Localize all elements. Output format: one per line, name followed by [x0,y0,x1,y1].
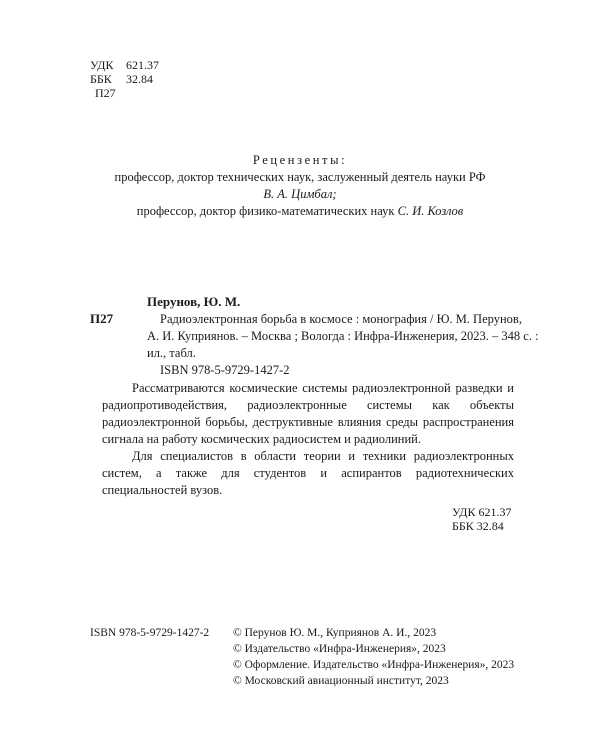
reviewer2-name: С. И. Козлов [397,204,464,218]
udk-label: УДК [90,58,114,72]
copyright-line: © Московский авиационный институт, 2023 [233,675,449,687]
bottom-udk: УДК 621.37 [452,505,512,519]
catalog-author: Перунов, Ю. М. [147,294,241,309]
catalog-line2: А. И. Куприянов. – Москва ; Вологда : Инфра-Инженерия, 2023. – 348 с. : [147,329,539,343]
footer-isbn: ISBN 978-5-9729-1427-2 [90,627,210,639]
copyright-line: © Оформление. Издательство «Инфра-Инженерия», 2023 [233,659,515,671]
author-sign-row [90,86,159,100]
bbk-label: ББК [90,72,112,86]
abstract-paragraph-1: Рассматриваются космические системы радиоэлектронной разведки и радиопротиводействия, радиоэлектронные системы как объекты радиоэлектронной борьбы, деструктивные влияния среды распространения сигнала на работу космических радиосистем и радиолиний. [102,381,514,446]
reviewer1-credentials: профессор, доктор технических наук, заслуженный деятель науки РФ [114,170,486,184]
reviewers-block [0,152,600,220]
author-sign: П27 [95,86,116,100]
bottom-bbk: ББК 32.84 [452,519,504,533]
catalog-code: П27 [90,311,114,326]
udk-value: 621.37 [126,58,159,72]
copyright-list [233,625,514,689]
catalog-isbn: ISBN 978-5-9729-1427-2 [160,363,290,377]
udk-row [90,58,159,72]
bbk-row [90,72,159,86]
copyright-line: © Издательство «Инфра-Инженерия», 2023 [233,643,446,655]
abstract-block [102,380,514,499]
reviewer1-name: В. А. Цимбал; [263,187,337,201]
bbk-value: 32.84 [126,72,153,86]
catalog-line1: Радиоэлектронная борьба в космосе : монография / Ю. М. Перунов, [160,312,522,326]
reviewer2-line [0,203,600,220]
reviewer2-credentials: профессор, доктор физико-математических наук [136,204,395,218]
reviewers-heading: Рецензенты: [252,153,348,167]
bottom-classification [452,505,511,533]
copyright-line: © Перунов Ю. М., Куприянов А. И., 2023 [233,627,437,639]
classification-block [90,58,159,100]
abstract-paragraph-2: Для специалистов в области теории и техники радиоэлектронных систем, а также для студентов и аспирантов радиотехнических специальностей вузов. [102,449,514,497]
catalog-line3: ил., табл. [147,346,196,360]
